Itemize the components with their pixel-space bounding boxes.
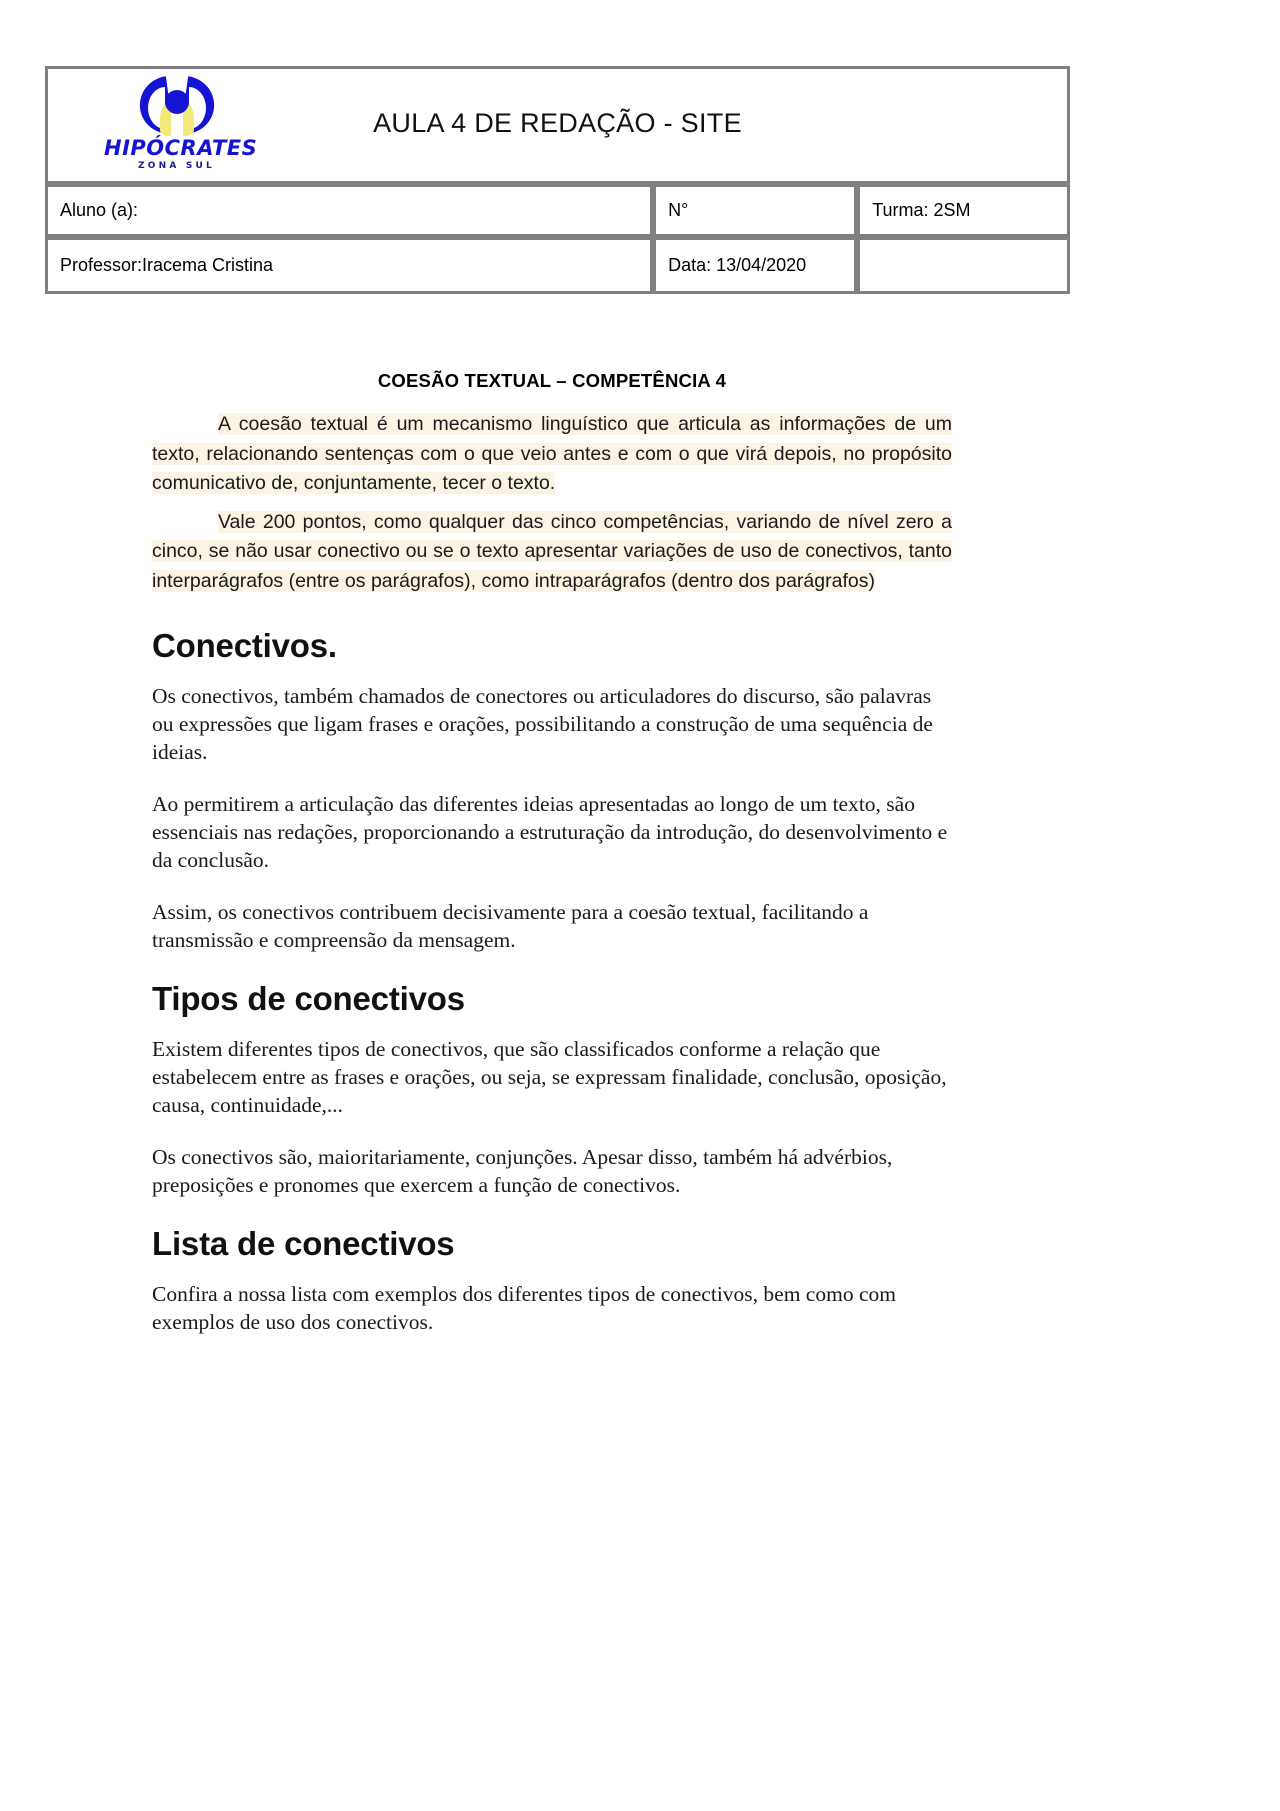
paragraph-conectivos-2: Ao permitirem a articulação das diferentes ideias apresentadas ao longo de um texto, são essenciais nas redações, proporcionando a estruturação da introdução, do desenvolvimento e da conclusão. [152, 792, 948, 872]
intro-paragraph-2 [152, 508, 952, 597]
numero-label: N° [668, 200, 689, 220]
aluno-label: Aluno (a): [60, 200, 139, 220]
data-cell[interactable] [653, 237, 857, 294]
professor-label: Professor:Iracema Cristina [60, 255, 274, 275]
turma-cell[interactable] [857, 184, 1070, 237]
intro-paragraph-1-text: A coesão textual é um mecanismo linguístico que articula as informações de um texto, relacionando sentenças com o que veio antes e com o que virá depois, no propósito comunicativo de, conjuntamente, tecer o texto. [152, 413, 952, 494]
aluno-cell[interactable] [45, 184, 653, 237]
section-title: COESÃO TEXTUAL – COMPETÊNCIA 4 [377, 370, 727, 391]
logo-title-cell [45, 66, 1070, 184]
logo-brand-subtitle: ZONA SUL [138, 161, 215, 171]
heading-lista-de-conectivos: Lista de conectivos [152, 1225, 455, 1262]
turma-label: Turma: 2SM [872, 200, 971, 220]
paragraph-conectivos-3: Assim, os conectivos contribuem decisivamente para a coesão textual, facilitando a transmissão e compreensão da mensagem. [152, 900, 869, 952]
professor-cell[interactable] [45, 237, 653, 294]
header-info-table [45, 66, 1070, 294]
table-row-logo [45, 66, 1070, 184]
intro-paragraph-1 [152, 410, 952, 499]
heading-conectivos: Conectivos. [152, 627, 337, 664]
paragraph-lista-1: Confira a nossa lista com exemplos dos diferentes tipos de conectivos, bem como com exemplos de uso dos conectivos. [152, 1282, 896, 1334]
paragraph-tipos-1: Existem diferentes tipos de conectivos, que são classificados conforme a relação que estabelecem entre as frases e orações, ou seja, se expressam finalidade, conclusão, oposição, causa, continuidade,... [152, 1037, 947, 1117]
document-body [152, 370, 952, 1360]
table-row-aluno [45, 184, 1070, 237]
data-label: Data: 13/04/2020 [668, 255, 807, 275]
table-row-professor [45, 237, 1070, 294]
extra-cell[interactable] [857, 237, 1070, 294]
page-title: AULA 4 DE REDAÇÃO - SITE [373, 108, 742, 138]
paragraph-conectivos-1: Os conectivos, também chamados de conectores ou articuladores do discurso, são palavras ou expressões que ligam frases e orações, possibilitando a construção de uma sequência de ideias. [152, 684, 933, 764]
paragraph-tipos-2: Os conectivos são, maioritariamente, conjunções. Apesar disso, também há advérbios, preposições e pronomes que exercem a função de conectivos. [152, 1145, 893, 1197]
numero-cell[interactable] [653, 184, 857, 237]
intro-paragraph-2-text: Vale 200 pontos, como qualquer das cinco competências, variando de nível zero a cinco, se não usar conectivo ou se o texto apresentar variações de uso de conectivos, tanto interparágrafos (entre os parágrafos), como intraparágrafos (dentro dos parágrafos) [152, 510, 952, 592]
logo-brand-name: HIPÓCRATES [104, 136, 258, 160]
heading-tipos-de-conectivos: Tipos de conectivos [152, 980, 465, 1017]
